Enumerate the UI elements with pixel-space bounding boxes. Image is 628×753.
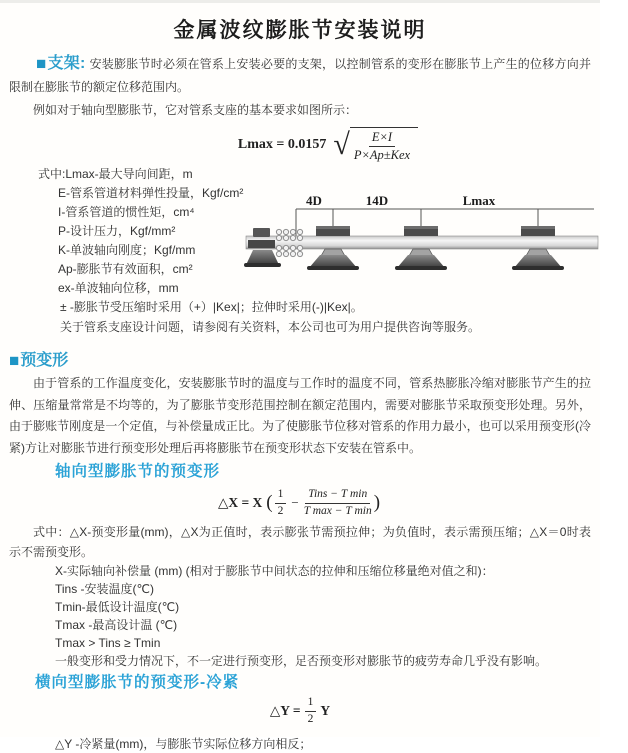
definition-line: Ap-膨胀节有效面积，cm² (58, 262, 193, 276)
formula-prefix: △Y = (269, 703, 301, 718)
formula-lhs: Lmax = 0.0157 (237, 137, 327, 152)
support-intro-text: 安装膨胀节时必须在管系上安装必要的支架，以控制管系的变形在膨胀节上产生的位移方向并限制在膨胀节的额定位移范围内。 (9, 57, 591, 94)
dimension-labels (306, 193, 496, 208)
variable-line: Tins -安装温度(℃) (55, 582, 155, 596)
definition-line: K-单波轴向刚度；Kgf/mm (58, 243, 196, 257)
radicand-numerator: E×I (369, 130, 395, 147)
temp-denominator: T max − T min (303, 504, 372, 517)
lateral-preform-heading: 横向型膨胀节的预变形-冷紧 (35, 674, 240, 691)
variable-line: Tmin-最低设计温度(℃) (55, 600, 180, 614)
consult-note: 关于管系支座设计问题，请参阅有关资料，本公司也可为用户提供咨询等服务。 (60, 319, 481, 334)
formula-prefix: △X = X (217, 495, 263, 510)
radicand (350, 127, 418, 163)
minus-sign: − (291, 495, 299, 510)
section-square-icon: ■ (9, 351, 20, 370)
lateral-preform-formula (0, 696, 600, 726)
open-paren: ( (266, 492, 273, 513)
half-denominator: 2 (277, 504, 284, 517)
close-paren: ) (373, 492, 381, 513)
definition-line: E-管系管道材料弹性投量，Kgf/cm² (58, 186, 244, 200)
preform-paragraph: 由于管系的工作温度变化，安装膨胀节时的温度与工作时的温度不同，管系热膨胀冷缩对膨胀节产生的拉伸、压缩量常常是不均等的，为了膨胀节变形范围控制在额定范围内，需要对膨胀节采取预变形处理。另外，由于膨账节刚度是一个定值，与补偿量成正比。为了使膨胀节位移对管系的作用力最小，也可以采用预变形(冷紧)方让对膨胀节进行预变形处理后再将膨胀节在预变形状态下安装在管系中。 (9, 376, 591, 455)
pipe-support-diagram (246, 192, 598, 292)
half-denominator: 2 (307, 712, 314, 725)
dimension-label-14d: 14D (365, 193, 389, 208)
variable-line: Tmax > Tins ≥ Tmin (55, 636, 161, 650)
page-title: 金属波纹膨胀节安装说明 (173, 19, 427, 42)
radicand-denominator: P×Ap±Kex (353, 148, 411, 162)
sqrt-radical-icon: √ (333, 128, 350, 161)
axial-general-note: 一般变形和受力情况下，不一定进行预变形，足否预变形对膨胀节的疲劳寿命几乎没有影响。 (55, 654, 548, 668)
definition-line: P-设计压力，Kgf/mm² (58, 224, 176, 238)
temp-numerator: Tins − T min (305, 488, 370, 504)
dimension-label-4d: 4D (306, 193, 322, 208)
preform-heading-text: 预变形 (20, 352, 69, 369)
support-paragraph (9, 52, 591, 99)
section-square-icon: ■ (36, 54, 47, 73)
lateral-note: △Y -冷紧量(mm)，与膨胀节实际位移方向相反； (55, 737, 312, 751)
axial-formula-explanation: 式中：△X-预变形量(mm)，△X为正值时，表示膨张节需预拉伸；为负值时，表示需预压缩；△X＝0时表示不需预变形。 (9, 525, 591, 559)
dimension-label-lmax: Lmax (462, 193, 496, 208)
variable-line: X-实际轴向补偿量 (mm) (相对于膨胀节中间状态的拉伸和压缩位移量绝对值之和)： (55, 564, 494, 578)
axial-preform-heading: 轴向型膨胀节的预变形 (55, 463, 221, 480)
guide-spacing-formula (28, 127, 628, 163)
definition-line: ex-单波轴向位移，mm (58, 281, 179, 295)
plus-minus-note: ± -膨胀节受压缩时采用（+）|Kex|；拉伸时采用(-)|Kex|。 (60, 300, 363, 314)
axial-variable-list (0, 562, 600, 670)
support-section-heading: 支架: (47, 55, 86, 72)
variable-line: Tmax -最高设计温 (℃) (55, 618, 178, 632)
formula-suffix: Y (320, 703, 331, 718)
definition-line: 式中:Lmax-最大导向间距，m (38, 167, 193, 181)
definition-line: I-管系管道的惯性矩，cm⁴ (58, 205, 195, 219)
half-numerator: 1 (305, 696, 317, 712)
support-example-text: 例如对于轴向型膨胀节，它对管系支座的基本要求如图所示： (33, 103, 358, 117)
axial-preform-formula (0, 486, 600, 520)
preform-section-heading (9, 350, 591, 372)
half-numerator: 1 (275, 488, 287, 504)
